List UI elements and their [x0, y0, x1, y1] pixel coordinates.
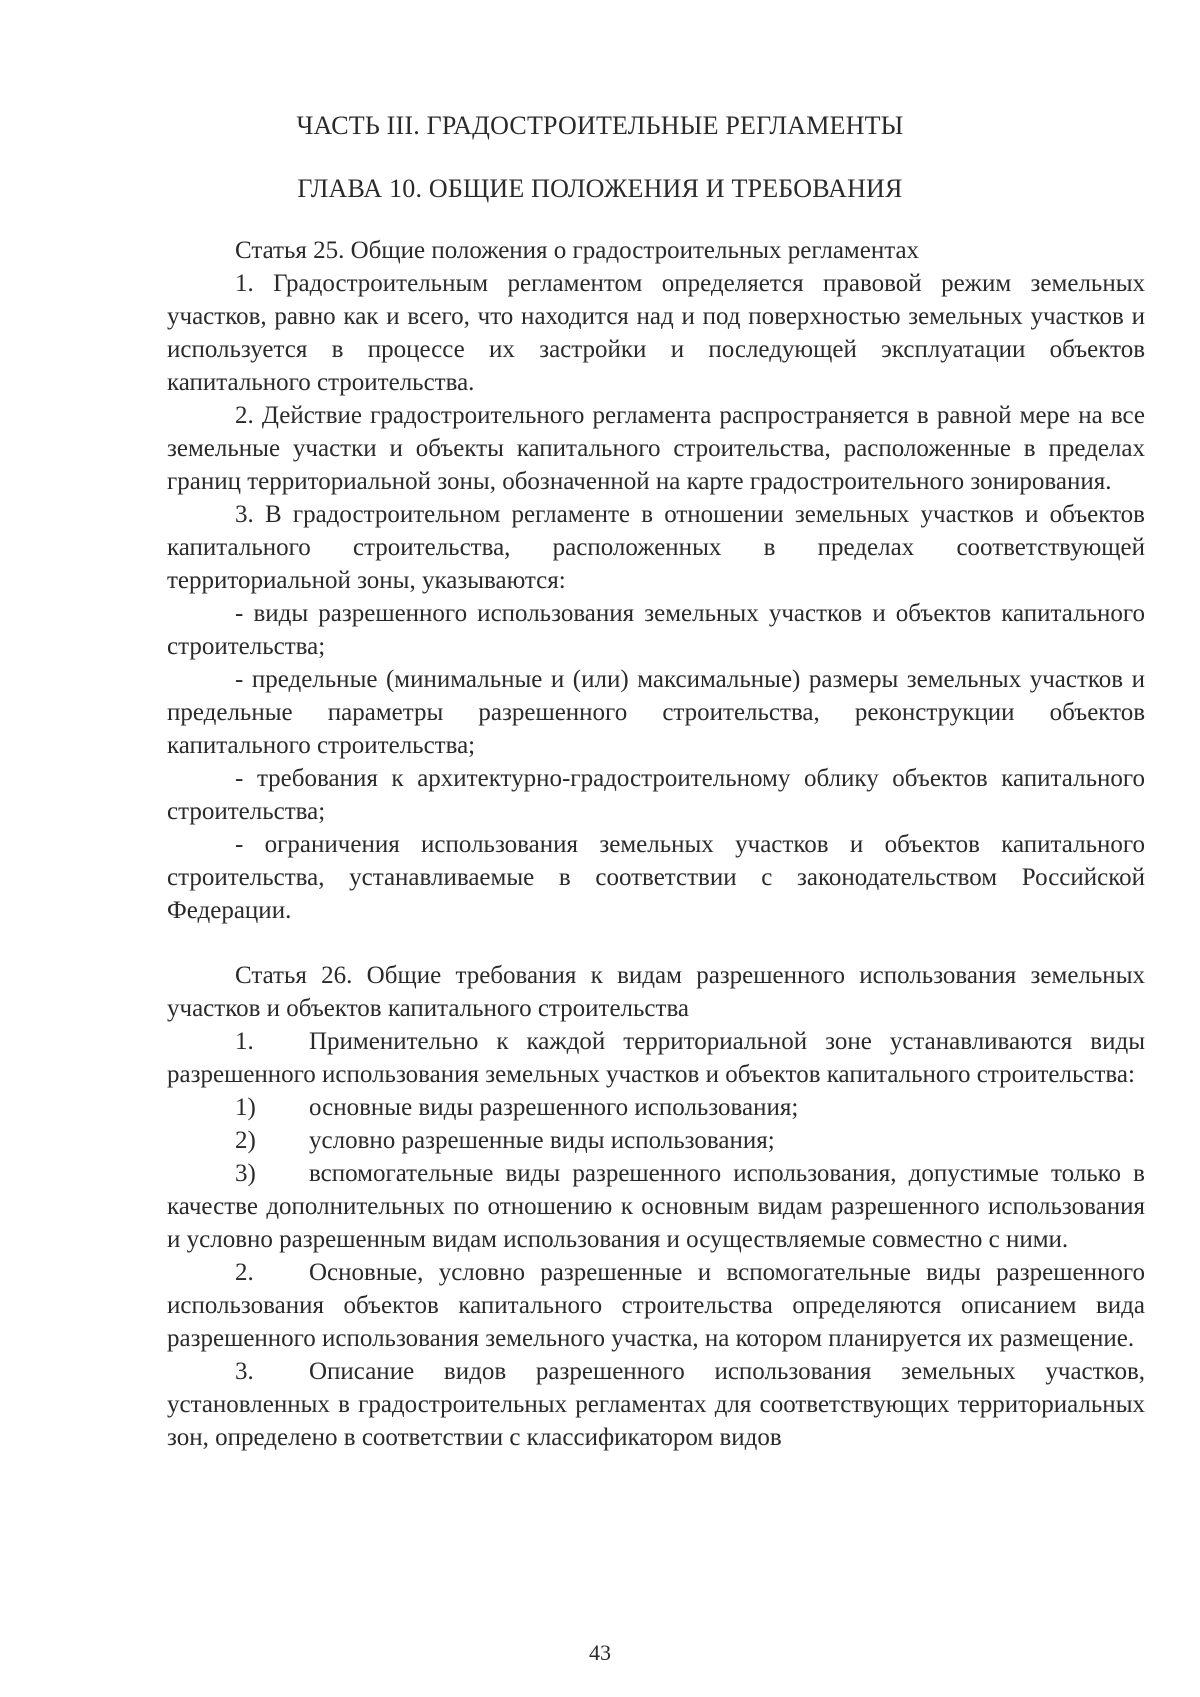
article-26-title: Статья 26. Общие требования к видам разрешенного использования земельных участков и объектов капитального строительства	[167, 962, 1145, 1022]
chapter-title: ГЛАВА 10. ОБЩИЕ ПОЛОЖЕНИЯ И ТРЕБОВАНИЯ	[297, 174, 903, 203]
article-26-item-3	[167, 1355, 1145, 1454]
article-25-paragraph-3: 3. В градостроительном регламенте в отношении земельных участков и объектов капитального строительства, расположенных в пределах соответствующей территориальной зоны, указываются:	[167, 501, 1145, 594]
part-title: ЧАСТЬ III. ГРАДОСТРОИТЕЛЬНЫЕ РЕГЛАМЕНТЫ	[296, 111, 904, 140]
article-26-subitem-2	[167, 1124, 1145, 1157]
article-25-bullet-4: - ограничения использования земельных участков и объектов капитального строительства, устанавливаемые в соответствии с законодательством Российской Федерации.	[167, 831, 1145, 924]
article-25-title: Статья 25. Общие положения о градостроительных регламентах	[235, 237, 920, 264]
subitem-number: 1)	[235, 1094, 256, 1121]
item-number: 3.	[235, 1358, 254, 1385]
subitem-text: условно разрешенные виды использования;	[309, 1127, 775, 1154]
document-body	[167, 234, 1145, 1454]
section-gap	[167, 927, 1145, 959]
subitem-text: основные виды разрешенного использования;	[309, 1094, 799, 1121]
article-26-item-2	[167, 1256, 1145, 1355]
item-text: Описание видов разрешенного использования земельных участков, установленных в градостроительных регламентах для соответствующих территориальных зон, определено в соответствии с классификатором видов	[167, 1358, 1145, 1451]
article-26-subitem-1	[167, 1091, 1145, 1124]
article-25-bullet-2: - предельные (минимальные и (или) максимальные) размеры земельных участков и предельные параметры разрешенного строительства, реконструкции объектов капитального строительства;	[167, 666, 1145, 759]
subitem-number: 3)	[235, 1160, 256, 1187]
article-26-subitem-3	[167, 1157, 1145, 1256]
item-text: Применительно к каждой территориальной зоне устанавливаются виды разрешенного использования земельных участков и объектов капитального строительства:	[167, 1028, 1145, 1088]
item-number: 2.	[235, 1259, 254, 1286]
article-25-paragraph-1: 1. Градостроительным регламентом определяется правовой режим земельных участков, равно как и всего, что находится над и под поверхностью земельных участков и используется в процессе их застройки и последующей эксплуатации объектов капитального строительства.	[167, 270, 1145, 396]
article-25-bullet-3: - требования к архитектурно-градостроительному облику объектов капитального строительства;	[167, 765, 1145, 825]
article-25-paragraph-2: 2. Действие градостроительного регламента распространяется в равной мере на все земельные участки и объекты капитального строительства, расположенные в пределах границ территориальной зоны, обозначенной на карте градостроительного зонирования.	[167, 402, 1145, 495]
item-text: Основные, условно разрешенные и вспомогательные виды разрешенного использования объектов капитального строительства определяются описанием вида разрешенного использования земельного участка, на котором планируется их размещение.	[167, 1259, 1145, 1352]
subitem-text: вспомогательные виды разрешенного использования, допустимые только в качестве дополнительных по отношению к основным видам разрешенного использования и условно разрешенным видам использования и осуществляемые совместно с ними.	[167, 1160, 1145, 1253]
article-26-item-1	[167, 1025, 1145, 1091]
subitem-number: 2)	[235, 1127, 256, 1154]
page-number: 43	[589, 1640, 611, 1665]
article-25-bullet-1: - виды разрешенного использования земельных участков и объектов капитального строительства;	[167, 600, 1145, 660]
item-number: 1.	[235, 1028, 254, 1055]
